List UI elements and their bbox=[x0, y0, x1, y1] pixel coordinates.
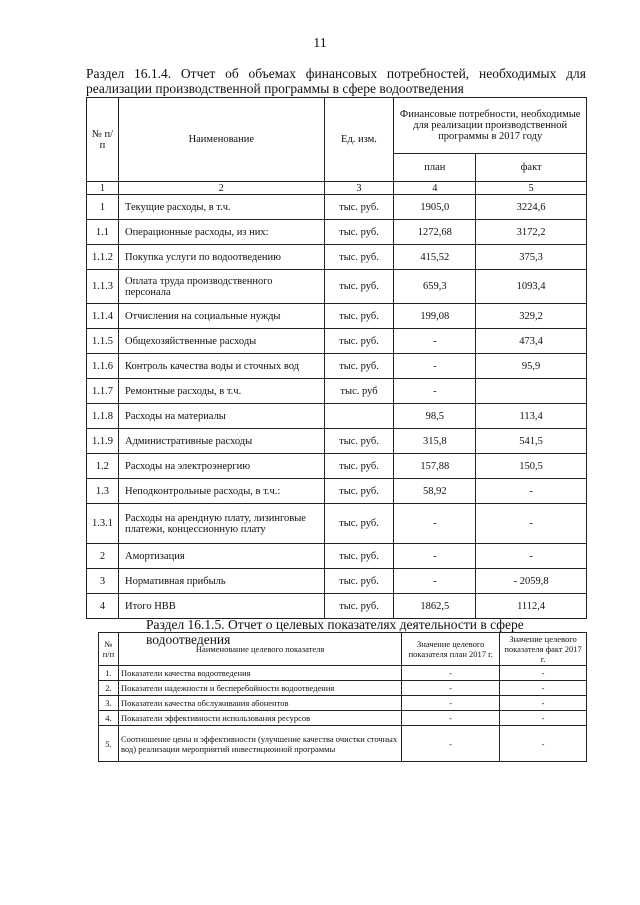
target-indicators-table bbox=[98, 632, 587, 762]
row-name: Показатели эффективности использования ресурсов bbox=[118, 711, 401, 726]
row-name: Соотношение цены и эффективности (улучшение качества очистки сточных вод) реализации мероприятий инвестиционной программы bbox=[118, 726, 401, 762]
row-plan: - bbox=[394, 379, 476, 404]
section-title-line-2: реализации производственной программы в сфере водоотведения bbox=[86, 81, 464, 96]
row-unit: тыс. руб. bbox=[324, 544, 394, 569]
row-plan: - bbox=[394, 569, 476, 594]
row-num: 1 bbox=[87, 195, 119, 220]
table-row bbox=[87, 479, 587, 504]
table-row bbox=[87, 429, 587, 454]
section-title-16-1-4 bbox=[86, 66, 586, 96]
row-plan: 199,08 bbox=[394, 304, 476, 329]
header-plan: план bbox=[394, 154, 476, 182]
row-num: 1.3.1 bbox=[87, 504, 119, 544]
row-num: 1.1.4 bbox=[87, 304, 119, 329]
col-number: 4 bbox=[394, 182, 476, 195]
row-fact: 1093,4 bbox=[476, 270, 587, 304]
row-plan: 157,88 bbox=[394, 454, 476, 479]
row-num: 1.1.7 bbox=[87, 379, 119, 404]
row-fact: 1112,4 bbox=[476, 594, 587, 619]
row-num: 1.1 bbox=[87, 220, 119, 245]
row-num: 4 bbox=[87, 594, 119, 619]
row-name: Показатели качества водоотведения bbox=[118, 666, 401, 681]
row-name: Контроль качества воды и сточных вод bbox=[118, 354, 324, 379]
row-plan: - bbox=[402, 711, 500, 726]
header-num: № п/п bbox=[99, 633, 119, 666]
row-num: 2 bbox=[87, 544, 119, 569]
table-row bbox=[87, 304, 587, 329]
row-plan: - bbox=[402, 666, 500, 681]
row-num: 1.1.6 bbox=[87, 354, 119, 379]
row-unit: тыс. руб bbox=[324, 379, 394, 404]
header-indicator-name: Наименование целевого показателя bbox=[118, 633, 401, 666]
section-title-line-1: Раздел 16.1.4. Отчет об объемах финансовых потребностей, необходимых для bbox=[86, 66, 586, 81]
header-plan-2017: Значение целевого показателя план 2017 г. bbox=[402, 633, 500, 666]
row-num: 4. bbox=[99, 711, 119, 726]
row-num: 1.1.8 bbox=[87, 404, 119, 429]
row-unit bbox=[324, 404, 394, 429]
row-unit: тыс. руб. bbox=[324, 429, 394, 454]
col-number: 1 bbox=[87, 182, 119, 195]
row-plan: - bbox=[394, 329, 476, 354]
row-fact: - 2059,8 bbox=[476, 569, 587, 594]
row-name: Показатели надежности и бесперебойности водоотведения bbox=[118, 681, 401, 696]
row-num: 1.1.3 bbox=[87, 270, 119, 304]
row-unit: тыс. руб. bbox=[324, 245, 394, 270]
row-num: 1.1.2 bbox=[87, 245, 119, 270]
row-plan: - bbox=[402, 726, 500, 762]
row-fact: 95,9 bbox=[476, 354, 587, 379]
row-fact: - bbox=[500, 681, 587, 696]
header-name: Наименование bbox=[118, 98, 324, 182]
row-fact: - bbox=[500, 726, 587, 762]
header-fact-2017: Значение целевого показателя факт 2017 г. bbox=[500, 633, 587, 666]
table-row bbox=[87, 354, 587, 379]
col-number: 5 bbox=[476, 182, 587, 195]
table-row bbox=[87, 569, 587, 594]
row-fact: 329,2 bbox=[476, 304, 587, 329]
row-fact: - bbox=[476, 504, 587, 544]
row-num: 1.3 bbox=[87, 479, 119, 504]
row-num: 3. bbox=[99, 696, 119, 711]
section-title-16-1-5: Раздел 16.1.5. Отчет о целевых показателях деятельности в сфере водоотведения bbox=[146, 617, 524, 647]
row-name: Итого НВВ bbox=[118, 594, 324, 619]
row-num: 2. bbox=[99, 681, 119, 696]
table-row bbox=[87, 404, 587, 429]
row-plan: - bbox=[394, 504, 476, 544]
table-row bbox=[99, 681, 587, 696]
row-plan: 415,52 bbox=[394, 245, 476, 270]
row-unit: тыс. руб. bbox=[324, 354, 394, 379]
row-num: 3 bbox=[87, 569, 119, 594]
row-unit: тыс. руб. bbox=[324, 479, 394, 504]
row-fact: 113,4 bbox=[476, 404, 587, 429]
row-fact: 3172,2 bbox=[476, 220, 587, 245]
row-plan: 1862,5 bbox=[394, 594, 476, 619]
row-name: Неподконтрольные расходы, в т.ч.: bbox=[118, 479, 324, 504]
row-fact: - bbox=[500, 696, 587, 711]
row-fact: - bbox=[500, 666, 587, 681]
row-fact: 150,5 bbox=[476, 454, 587, 479]
row-unit: тыс. руб. bbox=[324, 504, 394, 544]
page-number: 11 bbox=[313, 36, 327, 51]
row-num: 1.2 bbox=[87, 454, 119, 479]
header-financial-needs: Финансовые потребности, необходимые для реализации производственной программы в 2017 году bbox=[394, 98, 587, 154]
row-plan: 659,3 bbox=[394, 270, 476, 304]
table-row bbox=[87, 454, 587, 479]
col-number: 3 bbox=[324, 182, 394, 195]
row-plan: - bbox=[402, 681, 500, 696]
row-fact: - bbox=[500, 711, 587, 726]
row-name: Общехозяйственные расходы bbox=[118, 329, 324, 354]
row-name: Показатели качества обслуживания абонентов bbox=[118, 696, 401, 711]
row-name: Операционные расходы, из них: bbox=[118, 220, 324, 245]
row-plan: - bbox=[394, 544, 476, 569]
table-row bbox=[87, 594, 587, 619]
row-unit: тыс. руб. bbox=[324, 270, 394, 304]
table-row bbox=[87, 329, 587, 354]
row-num: 1.1.5 bbox=[87, 329, 119, 354]
table-row bbox=[99, 696, 587, 711]
row-name: Текущие расходы, в т.ч. bbox=[118, 195, 324, 220]
row-plan: 58,92 bbox=[394, 479, 476, 504]
row-name: Расходы на электроэнергию bbox=[118, 454, 324, 479]
row-name: Расходы на материалы bbox=[118, 404, 324, 429]
row-name: Административные расходы bbox=[118, 429, 324, 454]
row-unit: тыс. руб. bbox=[324, 594, 394, 619]
row-name: Ремонтные расходы, в т.ч. bbox=[118, 379, 324, 404]
row-num: 1.1.9 bbox=[87, 429, 119, 454]
row-unit: тыс. руб. bbox=[324, 220, 394, 245]
row-unit: тыс. руб. bbox=[324, 569, 394, 594]
row-name: Оплата труда производственного персонала bbox=[118, 270, 324, 304]
row-unit: тыс. руб. bbox=[324, 454, 394, 479]
table-row bbox=[87, 195, 587, 220]
header-fact: факт bbox=[476, 154, 587, 182]
table-row bbox=[99, 711, 587, 726]
header-num: № п/п bbox=[87, 98, 119, 182]
row-fact: 3224,6 bbox=[476, 195, 587, 220]
row-name: Амортизация bbox=[118, 544, 324, 569]
table-row bbox=[99, 666, 587, 681]
table-row bbox=[87, 220, 587, 245]
row-name: Расходы на арендную плату, лизинговые платежи, концессионную плату bbox=[118, 504, 324, 544]
row-plan: 315,8 bbox=[394, 429, 476, 454]
row-plan: - bbox=[394, 354, 476, 379]
table-row bbox=[99, 726, 587, 762]
row-fact: - bbox=[476, 544, 587, 569]
row-name: Отчисления на социальные нужды bbox=[118, 304, 324, 329]
row-name: Покупка услуги по водоотведению bbox=[118, 245, 324, 270]
row-fact bbox=[476, 379, 587, 404]
row-name: Нормативная прибыль bbox=[118, 569, 324, 594]
row-fact: 541,5 bbox=[476, 429, 587, 454]
row-plan: - bbox=[402, 696, 500, 711]
row-unit: тыс. руб. bbox=[324, 304, 394, 329]
row-plan: 1905,0 bbox=[394, 195, 476, 220]
row-plan: 98,5 bbox=[394, 404, 476, 429]
table-row bbox=[87, 245, 587, 270]
row-num: 1. bbox=[99, 666, 119, 681]
financial-needs-table bbox=[86, 97, 587, 619]
table-row bbox=[87, 504, 587, 544]
row-fact: 375,3 bbox=[476, 245, 587, 270]
header-unit: Ед. изм. bbox=[324, 98, 394, 182]
row-fact: 473,4 bbox=[476, 329, 587, 354]
table-row bbox=[87, 270, 587, 304]
row-unit: тыс. руб. bbox=[324, 195, 394, 220]
row-unit: тыс. руб. bbox=[324, 329, 394, 354]
row-num: 5. bbox=[99, 726, 119, 762]
row-plan: 1272,68 bbox=[394, 220, 476, 245]
table-row bbox=[87, 544, 587, 569]
table-row bbox=[87, 379, 587, 404]
row-fact: - bbox=[476, 479, 587, 504]
col-number: 2 bbox=[118, 182, 324, 195]
